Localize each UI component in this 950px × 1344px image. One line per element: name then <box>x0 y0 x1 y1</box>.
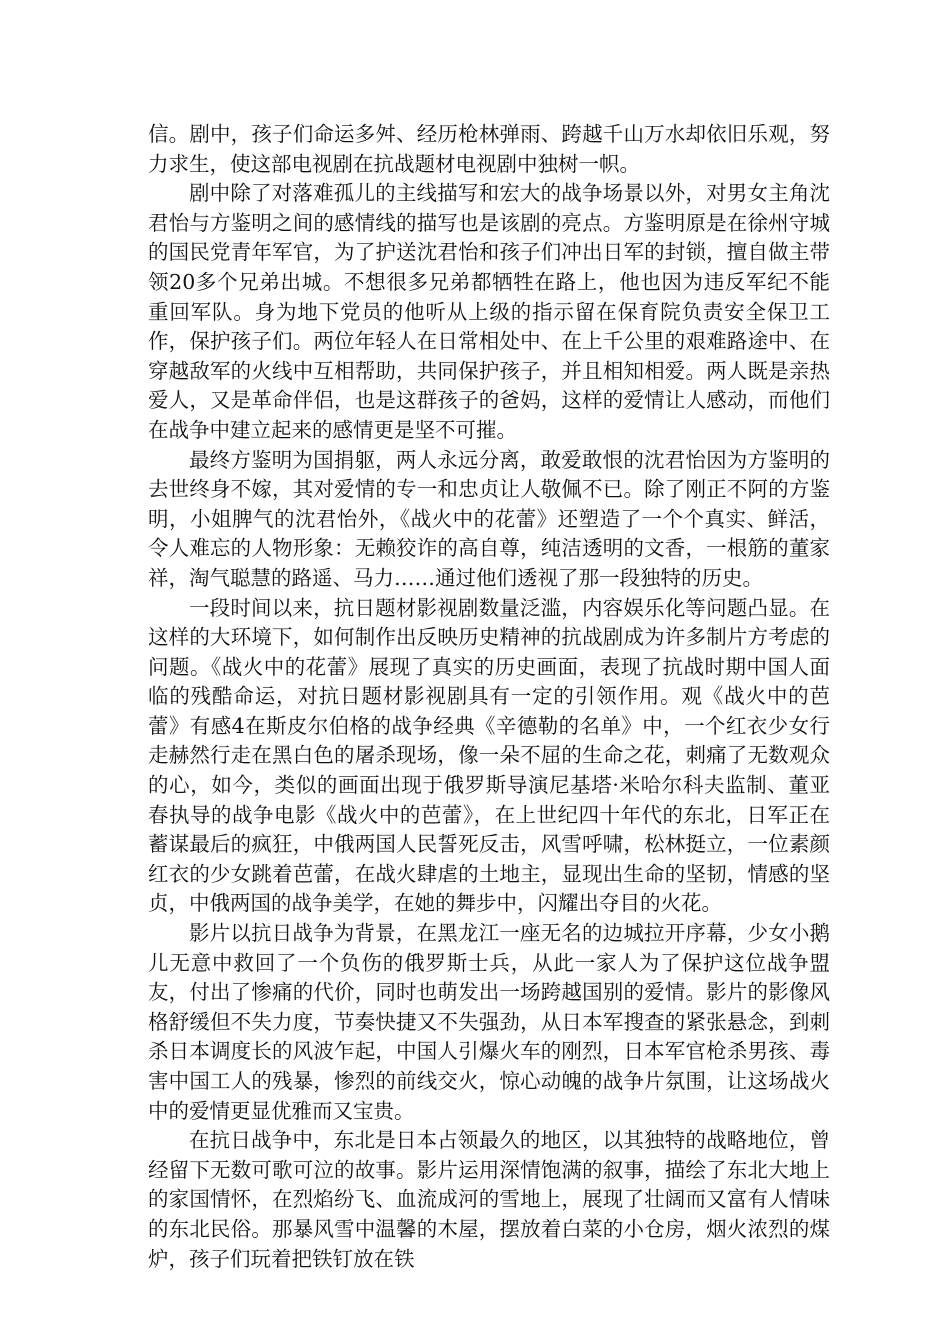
paragraph-continued: 信。剧中，孩子们命运多舛、经历枪林弹雨、跨越千山万水却依旧乐观，努力求生，使这部电视剧在抗战题材电视剧中独树一帜。 <box>148 122 830 176</box>
paragraph-love-story: 剧中除了对落难孤儿的主线描写和宏大的战争场景以外，对男女主角沈君怡与方鉴明之间的感情线的描写也是该剧的亮点。方鉴明原是在徐州守城的国民党青年军官，为了护送沈君怡和孩子们冲出日军的封锁，擅自做主带领20多个兄弟出城。不想很多兄弟都牺牲在路上，他也因为违反军纪不能重回军队。身为地下党员的他听从上级的指示留在保育院负责安全保卫工作，保护孩子们。两位年轻人在日常相处中、在上千公里的艰难路途中、在穿越敌军的火线中互相帮助，共同保护孩子，并且相知相爱。两人既是亲热爱人，又是革命伴侣，也是这群孩子的爸妈，这样的爱情让人感动，而他们在战争中建立起来的感情更是坚不可摧。 <box>148 181 830 442</box>
paragraph-ballet-film: 一段时间以来，抗日题材影视剧数量泛滥，内容娱乐化等问题凸显。在这样的大环境下，如何制作出反映历史精神的抗战剧成为许多制片方考虑的问题。《战火中的花蕾》展现了真实的历史画面，表现了抗战时期中国人面临的残酷命运，对抗日题材影视剧具有一定的引领作用。观《战火中的芭蕾》有感4在斯皮尔伯格的战争经典《辛德勒的名单》中，一个红衣少女行走赫然行走在黑白色的屠杀现场，像一朵不屈的生命之花，刺痛了无数观众的心，如今，类似的画面出现于俄罗斯导演尼基塔·米哈尔科夫监制、董亚春执导的战争电影《战火中的芭蕾》，在上世纪四十年代的东北，日军正在蓄谋最后的疯狂，中俄两国人民誓死反击，风雪呼啸，松林挺立，一位素颜红衣的少女跳着芭蕾，在战火肆虐的土地主，显现出生命的坚韧，情感的坚贞，中俄两国的战争美学，在她的舞步中，闪耀出夺目的火花。 <box>148 595 830 916</box>
paragraph-northeast: 在抗日战争中，东北是日本占领最久的地区，以其独特的战略地位，曾经留下无数可歌可泣的故事。影片运用深情饱满的叙事，描绘了东北大地上的家国情怀，在烈焰纷飞、血流成河的雪地上，展现了壮阔而又富有人情味的东北民俗。那暴风雪中温馨的木屋，摆放着白菜的小仓房，烟火浓烈的煤炉，孩子们玩着把铁钉放在铁 <box>148 1128 830 1271</box>
paragraph-characters: 最终方鉴明为国捐躯，两人永远分离，敢爱敢恨的沈君怡因为方鉴明的去世终身不嫁，其对爱情的专一和忠贞让人敬佩不已。除了刚正不阿的方鉴明，小姐脾气的沈君怡外，《战火中的花蕾》还塑造了一个个真实、鲜活，令人难忘的人物形象：无赖狡诈的高自尊，纯洁透明的文香，一根筋的董家祥，淘气聪慧的路遥、马力……通过他们透视了那一段独特的历史。 <box>148 447 830 590</box>
paragraph-film-style: 影片以抗日战争为背景，在黑龙江一座无名的边城拉开序幕，少女小鹅儿无意中救回了一个负伤的俄罗斯士兵，从此一家人为了保护这位战争盟友，付出了惨痛的代价，同时也萌发出一场跨越国别的爱情。影片的影像风格舒缓但不失力度，节奏快捷又不失强劲，从日本军搜查的紧张悬念，到刺杀日本调度长的风波乍起，中国人引爆火车的刚烈，日本军官枪杀男孩、毒害中国工人的残暴，惨烈的前线交火，惊心动魄的战争片氛围，让这场战火中的爱情更显优雅而又宝贵。 <box>148 921 830 1123</box>
document-page <box>148 120 830 1274</box>
